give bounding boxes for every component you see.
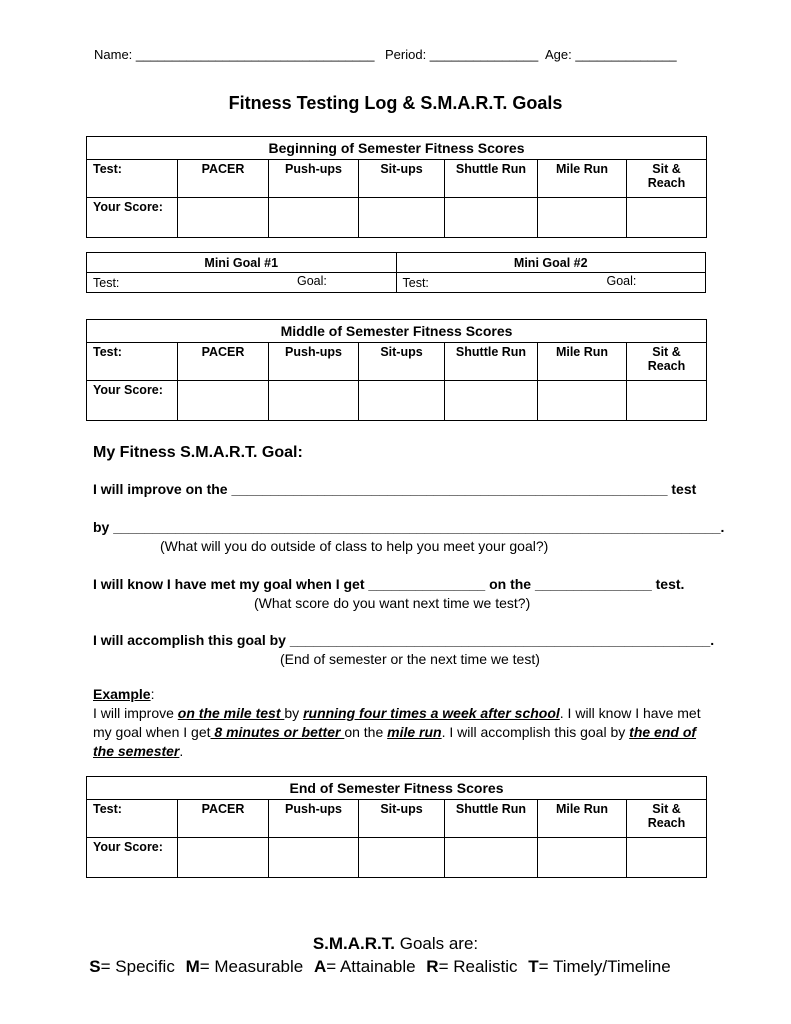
score-cell[interactable] [627, 198, 707, 238]
table-caption: Beginning of Semester Fitness Scores [87, 137, 707, 160]
column-header: Mile Run [538, 800, 627, 838]
score-label: Your Score: [87, 198, 178, 238]
column-header: Push-ups [269, 800, 359, 838]
score-cell[interactable] [359, 838, 445, 878]
goal-line-know[interactable]: I will know I have met my goal when I get _______________ on the _______________ test. [93, 576, 685, 592]
test-label: Test: [87, 800, 178, 838]
name-field[interactable]: Name: _________________________________ [94, 47, 375, 62]
score-cell[interactable] [538, 198, 627, 238]
score-cell[interactable] [178, 381, 269, 421]
mini-goal-2-cell[interactable] [396, 273, 706, 293]
goal-hint-accomplish: (End of semester or the next time we test) [280, 651, 540, 667]
score-cell[interactable] [538, 838, 627, 878]
smart-definition-list [0, 957, 760, 977]
column-header: Push-ups [269, 160, 359, 198]
column-header: Shuttle Run [445, 343, 538, 381]
table-caption: Middle of Semester Fitness Scores [87, 320, 707, 343]
score-label: Your Score: [87, 838, 178, 878]
score-cell[interactable] [269, 838, 359, 878]
age-field[interactable]: Age: ______________ [545, 47, 677, 62]
score-cell[interactable] [445, 838, 538, 878]
smart-item: A= Attainable [313, 957, 416, 976]
goal-line-improve[interactable]: I will improve on the ________________________________________________________ test [93, 481, 697, 497]
mini-goal-2-title: Mini Goal #2 [396, 253, 706, 273]
example-paragraph: Example: I will improve on the mile test by running four times a week after school. I will know I have met my goal when I get 8 minutes or better on the mile run. I will accomplish this goal by the end of the semester. [93, 685, 705, 761]
score-cell[interactable] [178, 838, 269, 878]
column-header: Sit-ups [359, 800, 445, 838]
column-header: Sit & Reach [627, 343, 707, 381]
goal-hint-know: (What score do you want next time we test?) [254, 595, 531, 611]
smart-definition-title: S.M.A.R.T. Goals are: [312, 934, 479, 953]
mini-goal-1-title: Mini Goal #1 [87, 253, 397, 273]
column-header: Shuttle Run [445, 800, 538, 838]
mini-goal-goal-label: Goal: [297, 274, 327, 288]
example-text: I will improve on the mile test by running four times a week after school. I will know I have met my goal when I get 8 minutes or better on the mile run. I will accomplish this goal by the end of the semester. [93, 705, 701, 759]
score-cell[interactable] [627, 381, 707, 421]
score-cell[interactable] [269, 198, 359, 238]
beginning-scores-table [86, 136, 707, 238]
mini-goal-test-label: Test: [402, 275, 429, 290]
mini-goal-test-label: Test: [93, 275, 120, 290]
smart-goal-heading: My Fitness S.M.A.R.T. Goal: [93, 444, 303, 461]
mini-goals-table [86, 252, 706, 293]
smart-item: S= Specific [89, 957, 175, 976]
column-header: Mile Run [538, 160, 627, 198]
column-header: Push-ups [269, 343, 359, 381]
table-caption: End of Semester Fitness Scores [87, 777, 707, 800]
score-cell[interactable] [445, 198, 538, 238]
score-cell[interactable] [538, 381, 627, 421]
score-cell[interactable] [359, 381, 445, 421]
goal-hint-by: (What will you do outside of class to help you meet your goal?) [160, 538, 549, 554]
smart-item: M= Measurable [185, 957, 304, 976]
column-header: Mile Run [538, 343, 627, 381]
score-cell[interactable] [269, 381, 359, 421]
goal-line-by[interactable]: by ______________________________________________________________________________. [93, 519, 725, 535]
test-label: Test: [87, 343, 178, 381]
score-label: Your Score: [87, 381, 178, 421]
period-field[interactable]: Period: _______________ [385, 47, 539, 62]
column-header: PACER [178, 343, 269, 381]
score-cell[interactable] [445, 381, 538, 421]
page-title: Fitness Testing Log & S.M.A.R.T. Goals [228, 93, 563, 113]
middle-scores-table [86, 319, 707, 421]
column-header: Sit & Reach [627, 800, 707, 838]
score-cell[interactable] [627, 838, 707, 878]
column-header: Sit & Reach [627, 160, 707, 198]
column-header: Shuttle Run [445, 160, 538, 198]
score-cell[interactable] [178, 198, 269, 238]
end-scores-table [86, 776, 707, 878]
column-header: Sit-ups [359, 160, 445, 198]
column-header: Sit-ups [359, 343, 445, 381]
smart-item: T= Timely/Timeline [528, 957, 671, 976]
column-header: PACER [178, 800, 269, 838]
example-label: Example [93, 686, 151, 702]
test-label: Test: [87, 160, 178, 198]
column-header: PACER [178, 160, 269, 198]
goal-line-accomplish[interactable]: I will accomplish this goal by ______________________________________________________. [93, 632, 715, 648]
score-cell[interactable] [359, 198, 445, 238]
mini-goal-1-cell[interactable] [87, 273, 397, 293]
smart-item: R= Realistic [426, 957, 518, 976]
mini-goal-goal-label: Goal: [606, 274, 637, 288]
